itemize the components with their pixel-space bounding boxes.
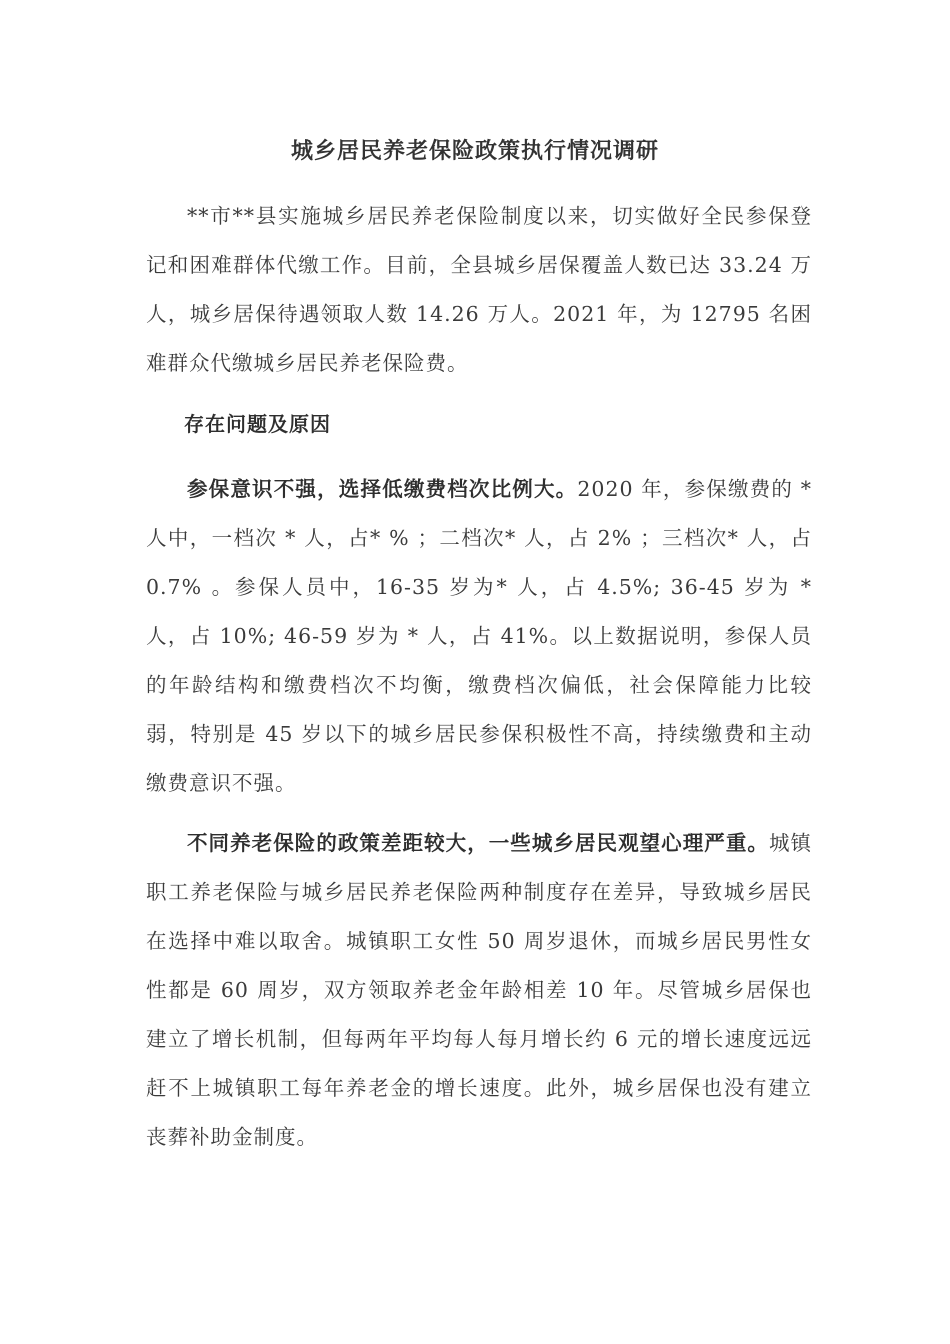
paragraph-policy-gap-lead: 不同养老保险的政策差距较大，一些城乡居民观望心理严重。 (187, 831, 769, 855)
section-heading-text: 存在问题及原因 (184, 412, 331, 436)
paragraph-intro: **市**县实施城乡居民养老保险制度以来，切实做好全民参保登记和困难群体代缴工作。目前，全县城乡居保覆盖人数已达 33.24 万人，城乡居保待遇领取人数 14.26 万人。2021 年，为 12795 名困难群众代缴城乡居民养老保险费。 (146, 204, 812, 375)
paragraph-policy-gap (146, 819, 812, 1162)
paragraph-participation-lead: 参保意识不强，选择低缴费档次比例大。 (187, 477, 578, 501)
paragraph-participation-body: 2020 年，参保缴费的 * 人中，一档次 * 人，占* % ；二档次* 人，占 2% ；三档次* 人，占 0.7% 。参保人员中，16-35 岁为* 人，占 4.5%; 36-45 岁为 * 人，占 10%; 46-59 岁为 * 人，占 41%。以上数据说明，参保人员的年龄结构和缴费档次不均衡，缴费档次偏低，社会保障能力比较弱，特别是 45 岁以下的城乡居民参保积极性不高，持续缴费和主动缴费意识不强。 (146, 477, 812, 795)
section-heading (146, 400, 812, 449)
paragraph-policy-gap-body: 城镇职工养老保险与城乡居民养老保险两种制度存在差异，导致城乡居民在选择中难以取舍。城镇职工女性 50 周岁退休，而城乡居民男性女性都是 60 周岁，双方领取养老金年龄相差 10 年。尽管城乡居保也建立了增长机制，但每两年平均每人每月增长约 6 元的增长速度远远赶不上城镇职工每年养老金的增长速度。此外，城乡居保也没有建立丧葬补助金制度。 (146, 831, 813, 1149)
paragraph-participation (146, 465, 812, 808)
document-title: 城乡居民养老保险政策执行情况调研 (290, 139, 659, 164)
